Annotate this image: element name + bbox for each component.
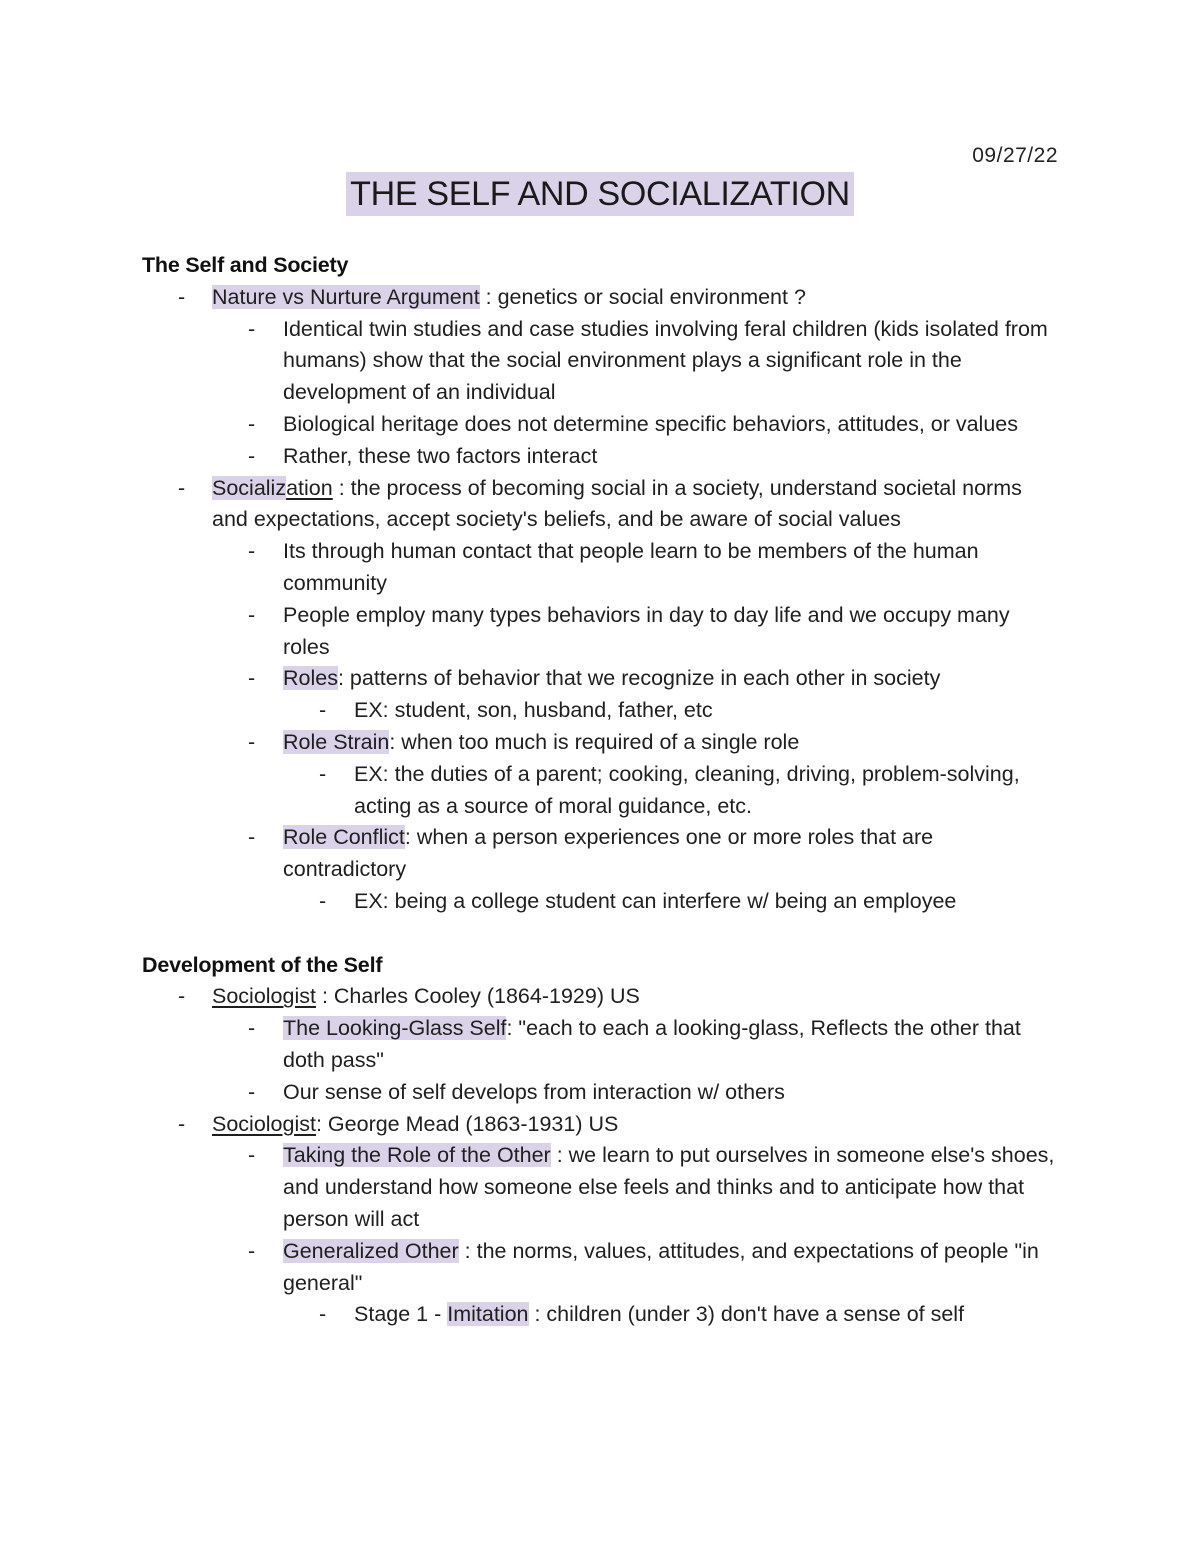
list-text: Its through human contact that people learn to be members of the human community: [283, 539, 979, 595]
bullet-dash: -: [319, 698, 327, 723]
list-item-roles: [142, 663, 1062, 695]
list-text: Identical twin studies and case studies involving feral children (kids isolated from humans) show that the social environment plays a significant role in the development of an individual: [283, 316, 1048, 405]
title-wrapper: [0, 172, 1200, 216]
bullet-dash: -: [248, 666, 256, 691]
example-text: EX: the duties of a parent; cooking, cleaning, driving, problem-solving, acting as a source of moral guidance, etc.: [354, 761, 1020, 818]
list-text: Biological heritage does not determine specific behaviors, attitudes, or values: [283, 411, 1018, 436]
definition-text: : "each to each a looking-glass, Reflects the other that doth pass": [283, 1016, 1021, 1072]
section-spacer: [142, 918, 1062, 950]
example-text: EX: being a college student can interfere w/ being an employee: [354, 888, 957, 913]
list-text: Rather, these two factors interact: [283, 443, 598, 468]
definition-text: : the norms, values, attitudes, and expectations of people "in general": [283, 1238, 1039, 1295]
highlighted-term-part: Socializ: [212, 475, 287, 500]
list-text: Our sense of self develops from interaction w/ others: [283, 1079, 785, 1104]
list-item-example: [142, 695, 1062, 727]
bullet-dash: -: [178, 475, 186, 500]
underlined-label: Sociologist: [212, 984, 316, 1009]
date: 09/27/22: [972, 144, 1058, 167]
list-item-looking-glass: [142, 1013, 1062, 1077]
list-item-taking-role: [142, 1140, 1062, 1235]
bullet-dash: -: [178, 1111, 186, 1136]
list-item-mead: [142, 1109, 1062, 1141]
section-heading-development-of-self: Development of the Self: [142, 952, 383, 977]
notes-body: [142, 250, 1062, 1331]
underlined-term-part: ation: [286, 475, 333, 500]
list-item: [142, 1077, 1062, 1109]
definition-text: : when too much is required of a single role: [389, 729, 800, 754]
definition-text: : Charles Cooley (1864-1929) US: [315, 984, 640, 1009]
definition-text: : patterns of behavior that we recognize in each other in society: [337, 666, 941, 691]
list-item-cooley: [142, 981, 1062, 1013]
highlighted-term: Role Conflict: [283, 825, 405, 850]
list-item-role-conflict: [142, 822, 1062, 886]
bullet-dash: -: [248, 316, 256, 341]
highlighted-term: Role Strain: [283, 729, 390, 754]
list-item-example: [142, 759, 1062, 823]
definition-text: : we learn to put ourselves in someone else's shoes, and understand how someone else feels and thinks and to anticipate how that person will act: [283, 1143, 1055, 1231]
bullet-dash: -: [248, 411, 256, 436]
list-item-role-strain: [142, 727, 1062, 759]
page-title: THE SELF AND SOCIALIZATION: [346, 172, 854, 216]
highlighted-term: Generalized Other: [283, 1238, 459, 1263]
definition-text: : children (under 3) don't have a sense of self: [528, 1302, 965, 1327]
highlighted-term: Imitation: [447, 1302, 529, 1327]
bullet-dash: -: [319, 1302, 327, 1327]
bullet-dash: -: [248, 602, 256, 627]
list-item-socialization: [142, 473, 1062, 537]
list-item-nature-nurture: [142, 282, 1062, 314]
bullet-dash: -: [319, 888, 327, 913]
bullet-dash: -: [319, 761, 327, 786]
list-item-example: [142, 886, 1062, 918]
list-item-stage-1: [142, 1299, 1062, 1331]
bullet-dash: -: [248, 1143, 256, 1168]
bullet-dash: -: [178, 284, 186, 309]
list-text: People employ many types behaviors in day to day life and we occupy many roles: [283, 602, 1010, 659]
list-item: [142, 314, 1062, 409]
bullet-dash: -: [248, 539, 256, 564]
list-item: [142, 409, 1062, 441]
list-item: [142, 441, 1062, 473]
definition-text: : George Mead (1863-1931) US: [315, 1111, 619, 1136]
definition-text: : when a person experiences one or more roles that are contradictory: [283, 825, 934, 882]
highlighted-term: Nature vs Nurture Argument: [212, 284, 480, 309]
example-text: EX: student, son, husband, father, etc: [354, 698, 713, 723]
bullet-dash: -: [248, 1079, 256, 1104]
underlined-label: Sociologist: [212, 1111, 316, 1136]
bullet-dash: -: [248, 1016, 256, 1041]
bullet-dash: -: [178, 984, 186, 1009]
section-heading-self-and-society: The Self and Society: [142, 253, 349, 277]
list-item: [142, 600, 1062, 664]
definition-text: : genetics or social environment ?: [479, 284, 806, 309]
list-item-generalized-other: [142, 1236, 1062, 1300]
highlighted-term: Roles: [283, 666, 338, 691]
bullet-dash: -: [248, 1238, 256, 1263]
highlighted-term: Taking the Role of the Other: [283, 1143, 551, 1168]
bullet-dash: -: [248, 825, 256, 850]
bullet-dash: -: [248, 729, 256, 754]
stage-prefix: Stage 1 -: [354, 1302, 448, 1327]
list-item: [142, 536, 1062, 600]
highlighted-term: The Looking-Glass Self: [283, 1016, 507, 1041]
bullet-dash: -: [248, 443, 256, 468]
definition-text: : the process of becoming social in a society, understand societal norms and expectations, accept society's beliefs, and be aware of social values: [212, 475, 1022, 532]
